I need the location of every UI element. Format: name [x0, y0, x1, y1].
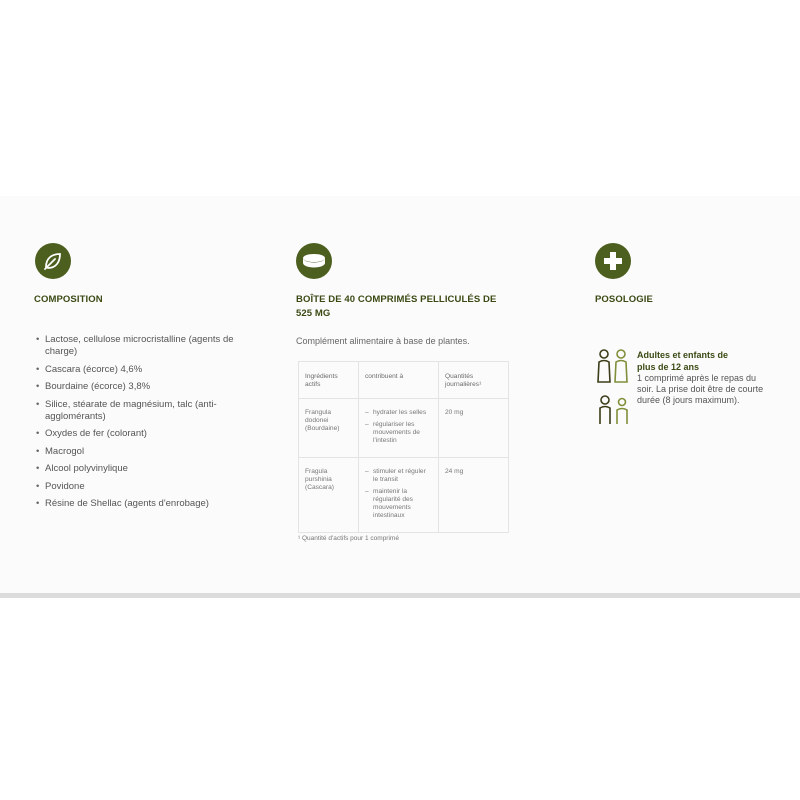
list-item: – stimuler et réguler le transit: [365, 468, 432, 484]
list-item: • Résine de Shellac (agents d'enrobage): [35, 498, 245, 510]
list-item: • Povidone: [35, 481, 245, 493]
table-cell-quantity: 20 mg: [439, 399, 509, 458]
adults-children-icon: [595, 348, 631, 428]
posologie-audience: Adultes et enfants de plus de 12 ans: [637, 350, 729, 372]
table-cell-effects: [359, 399, 439, 458]
product-info-panel: [0, 196, 800, 598]
plus-icon: [595, 243, 631, 279]
list-item: • Cascara (écorce) 4,6%: [35, 364, 245, 376]
table-cell-effects: [359, 458, 439, 533]
list-item: • Alcool polyvinylique: [35, 463, 245, 475]
table-header: contribuent à: [359, 362, 439, 399]
table-header: Ingrédients actifs: [299, 362, 359, 399]
list-item: – hydrater les selles: [365, 409, 432, 417]
table-header-row: [299, 362, 509, 399]
ingredients-table: [298, 361, 509, 533]
tablet-icon: [296, 243, 332, 279]
posologie-title: POSOLOGIE: [595, 294, 653, 305]
list-item: • Bourdaine (écorce) 3,8%: [35, 381, 245, 393]
table-footnote: ¹ Quantité d'actifs pour 1 comprimé: [298, 535, 399, 542]
list-item: • Lactose, cellulose microcristalline (agents de charge): [35, 334, 245, 358]
list-item: – maintenir la régularité des mouvements intestinaux: [365, 488, 432, 520]
table-row: [299, 458, 509, 533]
composition-list: [35, 334, 245, 516]
list-item: • Macrogol: [35, 446, 245, 458]
list-item: – régulariser les mouvements de l'intestin: [365, 421, 432, 445]
list-item: • Silice, stéarate de magnésium, talc (anti-agglomérants): [35, 399, 245, 423]
box-title: BOÎTE DE 40 COMPRIMÉS PELLICULÉS DE 525 MG: [296, 294, 497, 319]
posologie-text: 1 comprimé après le repas du soir. La prise doit être de courte durée (8 jours maximum).: [637, 373, 764, 405]
table-cell-quantity: 24 mg: [439, 458, 509, 533]
table-cell-ingredient: Fragula purshinia (Cascara): [299, 458, 359, 533]
table-cell-ingredient: Frangula dodonei (Bourdaine): [299, 399, 359, 458]
composition-title: COMPOSITION: [34, 294, 103, 305]
table-header: Quantités journalières¹: [439, 362, 509, 399]
box-subtitle: Complément alimentaire à base de plantes.: [296, 336, 470, 346]
list-item: • Oxydes de fer (colorant): [35, 428, 245, 440]
leaf-icon: [35, 243, 71, 279]
table-row: [299, 399, 509, 458]
